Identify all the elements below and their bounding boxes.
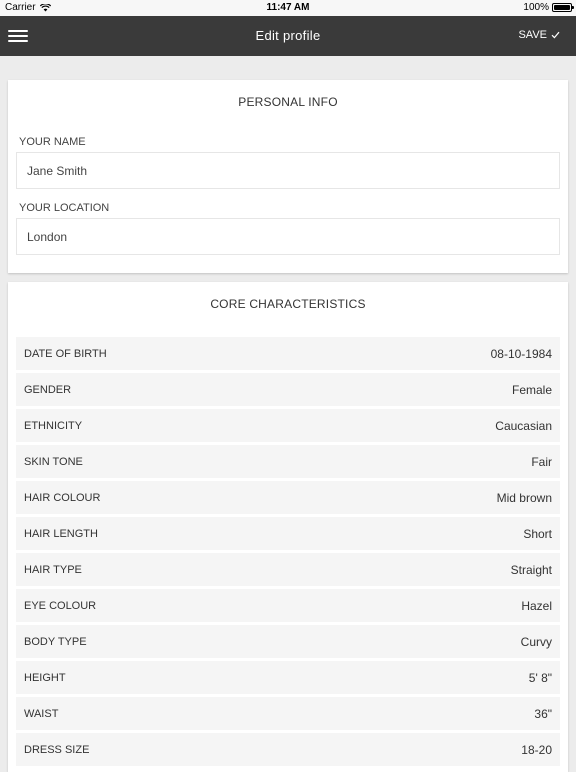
row-label: HAIR LENGTH [24,527,98,540]
row-skin-tone[interactable] [16,445,560,478]
personal-info-title: PERSONAL INFO [238,95,338,109]
row-value: Mid brown [496,490,552,505]
location-field[interactable]: London [16,218,560,255]
row-value: Female [511,382,552,397]
checkmark-icon [551,31,560,39]
carrier-label: Carrier [5,2,36,13]
row-label: BODY TYPE [24,635,87,648]
row-label: DRESS SIZE [24,743,90,756]
battery-icon [552,3,572,12]
name-label: YOUR NAME [19,136,86,148]
row-label: DATE OF BIRTH [24,347,107,360]
battery-area [523,2,572,13]
row-gender[interactable] [16,373,560,406]
row-value: Caucasian [495,418,552,433]
row-label: EYE COLOUR [24,599,97,612]
row-label: HEIGHT [24,671,66,684]
row-value: 5' 8" [528,670,552,685]
page-title: Edit profile [255,28,321,43]
row-hair-colour[interactable] [16,481,560,514]
row-value: Short [523,526,552,541]
row-label: GENDER [24,383,72,396]
row-date-of-birth[interactable] [16,337,560,370]
row-label: SKIN TONE [24,455,83,468]
row-value: Curvy [520,634,552,649]
row-value: 18-20 [521,742,552,757]
location-label: YOUR LOCATION [19,202,110,214]
save-label: SAVE [518,29,547,41]
name-field[interactable]: Jane Smith [16,152,560,189]
core-characteristics-title: CORE CHARACTERISTICS [210,297,366,311]
row-value: Hazel [521,598,552,613]
battery-fill [554,5,570,10]
personal-info-card [8,80,568,273]
core-characteristics-card [8,282,568,772]
clock: 11:47 AM [266,2,310,13]
battery-percent: 100% [523,2,549,13]
row-waist[interactable] [16,697,560,730]
row-height[interactable] [16,661,560,694]
row-value: Fair [531,454,552,469]
nav-bar [0,16,576,56]
row-label: HAIR TYPE [24,563,82,576]
row-hair-length[interactable] [16,517,560,550]
row-ethnicity[interactable] [16,409,560,442]
row-label: ETHNICITY [24,419,83,432]
row-value: Straight [510,562,552,577]
row-hair-type[interactable] [16,553,560,586]
row-value: 08-10-1984 [490,346,552,361]
row-label: HAIR COLOUR [24,491,101,504]
status-bar [0,0,576,16]
row-body-type[interactable] [16,625,560,658]
row-dress-size[interactable] [16,733,560,766]
save-button[interactable] [518,29,560,41]
row-value: 36" [534,706,552,721]
row-label: WAIST [24,707,59,720]
row-eye-colour[interactable] [16,589,560,622]
characteristics-list [16,337,560,769]
